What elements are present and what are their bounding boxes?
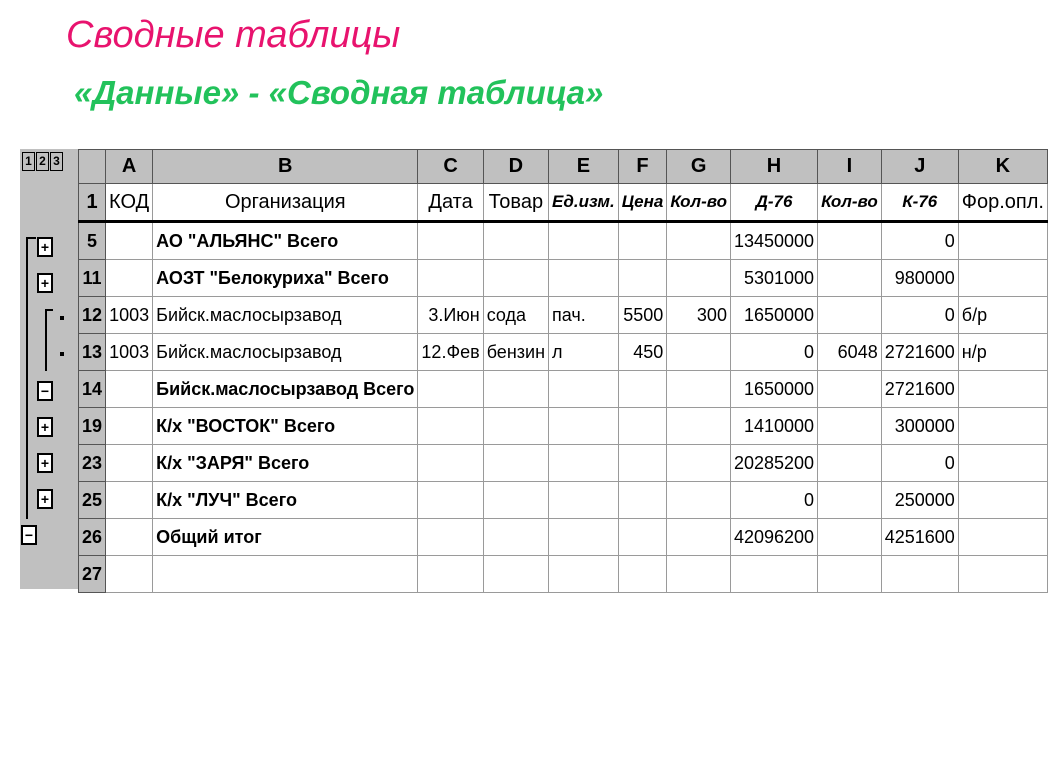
table-cell[interactable]: 0 [730, 334, 817, 371]
outline-level-2-button[interactable]: 2 [36, 152, 49, 171]
table-cell[interactable]: АО "АЛЬЯНС" Всего [153, 222, 418, 260]
table-cell[interactable] [818, 408, 882, 445]
table-cell[interactable] [818, 519, 882, 556]
table-cell[interactable] [153, 556, 418, 593]
field-header-cell[interactable]: Кол-во [667, 184, 731, 222]
table-cell[interactable]: 4251600 [881, 519, 958, 556]
table-cell[interactable]: л [549, 334, 619, 371]
field-header-cell[interactable]: Кол-во [818, 184, 882, 222]
outline-level-bar [20, 149, 78, 589]
table-cell[interactable] [958, 556, 1047, 593]
table-cell[interactable] [958, 445, 1047, 482]
table-cell[interactable] [618, 371, 667, 408]
table-cell[interactable]: 1650000 [730, 297, 817, 334]
table-cell[interactable]: 2721600 [881, 334, 958, 371]
table-cell[interactable] [418, 445, 483, 482]
table-cell[interactable] [483, 445, 548, 482]
table-cell[interactable]: 450 [618, 334, 667, 371]
sheet-grid [78, 149, 1048, 593]
table-cell[interactable] [958, 519, 1047, 556]
table-cell[interactable]: 300000 [881, 408, 958, 445]
expand-row-19-button[interactable]: + [37, 417, 53, 437]
table-cell[interactable]: 1410000 [730, 408, 817, 445]
total-row [79, 371, 1048, 408]
expand-row-11-button[interactable]: + [37, 273, 53, 293]
table-cell[interactable] [667, 371, 731, 408]
table-cell[interactable]: пач. [549, 297, 619, 334]
field-header-cell[interactable]: Цена [618, 184, 667, 222]
table-cell[interactable] [958, 222, 1047, 260]
row-header[interactable]: 19 [79, 408, 106, 445]
row-header[interactable]: 25 [79, 482, 106, 519]
table-cell[interactable]: б/р [958, 297, 1047, 334]
table-cell[interactable]: К/х "ВОСТОК" Всего [153, 408, 418, 445]
outline-detail-dot [60, 316, 64, 320]
table-cell[interactable] [106, 371, 153, 408]
table-cell[interactable] [418, 222, 483, 260]
table-cell[interactable]: 1003 [106, 334, 153, 371]
table-cell[interactable]: Общий итог [153, 519, 418, 556]
total-row [79, 260, 1048, 297]
table-cell[interactable] [483, 222, 548, 260]
table-cell[interactable] [618, 260, 667, 297]
table-cell[interactable] [618, 445, 667, 482]
table-cell[interactable] [106, 260, 153, 297]
table-cell[interactable] [549, 556, 619, 593]
table-cell[interactable] [418, 408, 483, 445]
table-row [79, 556, 1048, 593]
table-cell[interactable] [106, 519, 153, 556]
table-cell[interactable] [549, 519, 619, 556]
table-cell[interactable] [618, 408, 667, 445]
collapse-row-14-button[interactable]: − [37, 381, 53, 401]
field-header-cell[interactable]: Организация [153, 184, 418, 222]
outline-level-3-button[interactable]: 3 [50, 152, 63, 171]
table-cell[interactable] [958, 260, 1047, 297]
table-cell[interactable] [483, 519, 548, 556]
table-cell[interactable] [418, 260, 483, 297]
field-header-cell[interactable]: Д-76 [730, 184, 817, 222]
column-header-a[interactable]: A [106, 150, 153, 184]
table-cell[interactable]: 0 [881, 445, 958, 482]
table-cell[interactable]: 0 [881, 297, 958, 334]
table-cell[interactable]: 250000 [881, 482, 958, 519]
table-cell[interactable]: К/х "ЛУЧ" Всего [153, 482, 418, 519]
column-header-h[interactable]: H [730, 150, 817, 184]
table-cell[interactable]: 20285200 [730, 445, 817, 482]
row-header[interactable]: 1 [79, 184, 106, 222]
total-row [79, 222, 1048, 260]
table-cell[interactable] [958, 408, 1047, 445]
column-header-f[interactable]: F [618, 150, 667, 184]
table-cell[interactable]: Бийск.маслосырзавод Всего [153, 371, 418, 408]
table-row [79, 334, 1048, 371]
table-cell[interactable]: 0 [881, 222, 958, 260]
table-cell[interactable] [106, 408, 153, 445]
table-cell[interactable]: АОЗТ "Белокуриха" Всего [153, 260, 418, 297]
field-header-cell[interactable]: Фор.опл. [958, 184, 1047, 222]
total-row [79, 445, 1048, 482]
table-cell[interactable] [549, 371, 619, 408]
row-header[interactable]: 14 [79, 371, 106, 408]
table-cell[interactable] [881, 556, 958, 593]
table-cell[interactable] [730, 556, 817, 593]
outline-detail-dot [60, 352, 64, 356]
table-row [79, 297, 1048, 334]
table-cell[interactable] [818, 297, 882, 334]
expand-row-23-button[interactable]: + [37, 453, 53, 473]
table-cell[interactable] [483, 482, 548, 519]
table-cell[interactable] [418, 371, 483, 408]
table-cell[interactable] [818, 371, 882, 408]
table-cell[interactable]: сода [483, 297, 548, 334]
table-cell[interactable] [549, 408, 619, 445]
table-cell[interactable] [818, 222, 882, 260]
total-row [79, 482, 1048, 519]
outline-group-line [45, 309, 53, 311]
table-cell[interactable]: Бийск.маслосырзавод [153, 297, 418, 334]
field-header-cell[interactable]: Дата [418, 184, 483, 222]
row-header[interactable]: 26 [79, 519, 106, 556]
collapse-all-button[interactable]: − [21, 525, 37, 545]
row-header[interactable]: 27 [79, 556, 106, 593]
table-cell[interactable] [418, 519, 483, 556]
table-cell[interactable]: 5500 [618, 297, 667, 334]
table-cell[interactable] [618, 519, 667, 556]
table-cell[interactable]: 300 [667, 297, 731, 334]
table-cell[interactable] [667, 260, 731, 297]
field-header-cell[interactable]: К-76 [881, 184, 958, 222]
table-cell[interactable]: н/р [958, 334, 1047, 371]
table-cell[interactable] [818, 260, 882, 297]
field-header-cell[interactable]: Ед.изм. [549, 184, 619, 222]
table-cell[interactable] [549, 482, 619, 519]
table-cell[interactable] [106, 482, 153, 519]
slide-subtitle: «Данные» - «Сводная таблица» [74, 74, 604, 111]
table-cell[interactable]: 1650000 [730, 371, 817, 408]
table-cell[interactable] [106, 445, 153, 482]
column-header-i[interactable]: I [818, 150, 882, 184]
table-cell[interactable] [667, 519, 731, 556]
outline-group-line [45, 309, 47, 371]
table-cell[interactable] [667, 334, 731, 371]
column-header-j[interactable]: J [881, 150, 958, 184]
column-header-e[interactable]: E [549, 150, 619, 184]
table-cell[interactable] [667, 222, 731, 260]
table-cell[interactable]: 13450000 [730, 222, 817, 260]
row-header[interactable]: 5 [79, 222, 106, 260]
table-cell[interactable]: 2721600 [881, 371, 958, 408]
table-cell[interactable] [549, 222, 619, 260]
outline-level-1-button[interactable]: 1 [22, 152, 35, 171]
table-cell[interactable]: бензин [483, 334, 548, 371]
table-cell[interactable] [483, 260, 548, 297]
table-cell[interactable]: 6048 [818, 334, 882, 371]
field-header-cell[interactable]: Товар [483, 184, 548, 222]
table-cell[interactable] [818, 482, 882, 519]
table-cell[interactable]: 980000 [881, 260, 958, 297]
table-cell[interactable] [483, 556, 548, 593]
pivot-field-row [79, 184, 1048, 222]
table-cell[interactable] [618, 556, 667, 593]
table-cell[interactable] [958, 371, 1047, 408]
table-cell[interactable]: 5301000 [730, 260, 817, 297]
table-cell[interactable] [483, 408, 548, 445]
table-cell[interactable] [418, 482, 483, 519]
column-header-g[interactable]: G [667, 150, 731, 184]
table-cell[interactable] [549, 445, 619, 482]
total-row [79, 408, 1048, 445]
expand-row-5-button[interactable]: + [37, 237, 53, 257]
expand-row-25-button[interactable]: + [37, 489, 53, 509]
table-cell[interactable] [818, 445, 882, 482]
row-header[interactable]: 11 [79, 260, 106, 297]
table-cell[interactable] [667, 482, 731, 519]
table-cell[interactable]: К/х "ЗАРЯ" Всего [153, 445, 418, 482]
select-all-corner[interactable] [79, 150, 106, 184]
column-header-d[interactable]: D [483, 150, 548, 184]
table-cell[interactable]: 3.Июн [418, 297, 483, 334]
outline-group-line [26, 237, 28, 519]
table-cell[interactable] [418, 556, 483, 593]
table-cell[interactable] [106, 556, 153, 593]
column-header-c[interactable]: C [418, 150, 483, 184]
outline-group-line [26, 237, 36, 239]
table-cell[interactable]: 0 [730, 482, 817, 519]
slide-title: Сводные таблицы [66, 14, 401, 56]
spreadsheet [20, 149, 1044, 589]
table-cell[interactable]: 42096200 [730, 519, 817, 556]
table-cell[interactable] [618, 222, 667, 260]
table-cell[interactable] [818, 556, 882, 593]
table-cell[interactable] [483, 371, 548, 408]
table-cell[interactable] [667, 556, 731, 593]
field-header-cell[interactable]: КОД [106, 184, 153, 222]
table-cell[interactable]: 12.Фев [418, 334, 483, 371]
table-cell[interactable] [667, 408, 731, 445]
row-header[interactable]: 13 [79, 334, 106, 371]
column-header-b[interactable]: B [153, 150, 418, 184]
column-header-k[interactable]: K [958, 150, 1047, 184]
table-cell[interactable] [618, 482, 667, 519]
row-header[interactable]: 12 [79, 297, 106, 334]
total-row [79, 519, 1048, 556]
table-cell[interactable] [549, 260, 619, 297]
table-cell[interactable] [958, 482, 1047, 519]
column-header-row [79, 150, 1048, 184]
table-cell[interactable]: 1003 [106, 297, 153, 334]
row-header[interactable]: 23 [79, 445, 106, 482]
table-cell[interactable] [106, 222, 153, 260]
table-cell[interactable]: Бийск.маслосырзавод [153, 334, 418, 371]
table-cell[interactable] [667, 445, 731, 482]
